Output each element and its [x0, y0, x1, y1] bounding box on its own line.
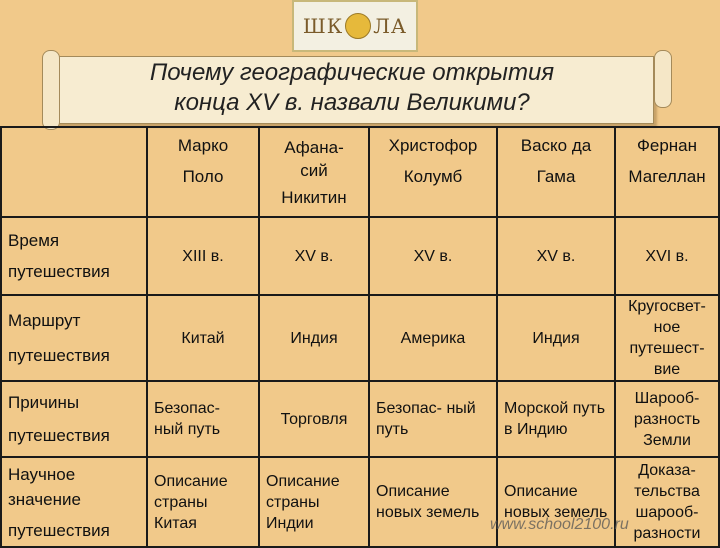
table-cell: Описание страны Индии — [259, 457, 369, 547]
row-label-line: Маршрут — [8, 311, 81, 330]
header-line: Христофор — [388, 135, 478, 155]
logo-text-left: ШК — [302, 14, 344, 38]
table-row — [1, 217, 719, 295]
table-cell: Кругосвет- ное путешест- вие — [615, 295, 719, 381]
table-cell: Описание новых земель — [497, 457, 615, 547]
title-scroll-banner — [42, 50, 672, 130]
table-cell: Описание новых земель — [369, 457, 497, 547]
school-logo — [292, 0, 418, 52]
header-cell — [497, 127, 615, 217]
header-line — [376, 188, 490, 211]
table-cell: Китай — [147, 295, 259, 381]
header-line: Афана- — [284, 137, 344, 157]
header-line: Колумб — [403, 166, 463, 186]
row-label-line: Причины — [8, 393, 80, 412]
table-header-row — [1, 127, 719, 217]
header-cell — [369, 127, 497, 217]
row-label-line: путешествия — [8, 346, 110, 365]
header-line: Поло — [182, 166, 224, 186]
header-cell — [147, 127, 259, 217]
logo-text-right: ЛА — [373, 14, 408, 38]
header-line — [154, 188, 252, 211]
table-cell: XV в. — [497, 217, 615, 295]
row-label-line: путешествия — [8, 426, 110, 445]
row-label-cell — [1, 381, 147, 457]
table-cell: XVI в. — [615, 217, 719, 295]
table-cell: XV в. — [259, 217, 369, 295]
table-cell: Америка — [369, 295, 497, 381]
row-label-cell — [1, 457, 147, 547]
row-label-line: значение — [8, 489, 81, 509]
header-line: Васко да — [520, 135, 592, 155]
table-cell: XV в. — [369, 217, 497, 295]
table-cell: Доказа- тельства шарооб- разности — [615, 457, 719, 547]
table-row — [1, 381, 719, 457]
table-cell: XIII в. — [147, 217, 259, 295]
table-cell: Шарооб- разность Земли — [615, 381, 719, 457]
header-line: Марко — [177, 135, 229, 155]
header-line: Магеллан — [628, 166, 706, 186]
header-line — [504, 188, 608, 211]
website-watermark: www.school2100.ru — [490, 516, 629, 533]
logo-emblem-icon — [345, 13, 371, 39]
row-label-cell — [1, 217, 147, 295]
row-label-line: Время — [8, 231, 60, 250]
row-label-line: путешествия — [8, 520, 110, 540]
table-cell: Безопас- ный путь — [147, 381, 259, 457]
table-corner-cell — [1, 127, 147, 217]
table-cell: Индия — [259, 295, 369, 381]
header-cell — [615, 127, 719, 217]
table-row — [1, 295, 719, 381]
header-line — [622, 188, 712, 211]
page-title-line2: конца XV в. назвали Великими? — [174, 89, 530, 116]
explorers-table — [0, 126, 720, 548]
row-label-line: путешествия — [8, 262, 110, 281]
header-cell — [259, 127, 369, 217]
header-line: Гама — [536, 166, 576, 186]
page-title — [42, 58, 662, 118]
table-cell: Описание страны Китая — [147, 457, 259, 547]
table-cell: Торговля — [259, 381, 369, 457]
table-cell: Безопас- ный путь — [369, 381, 497, 457]
table-cell: Индия — [497, 295, 615, 381]
header-line: Никитин — [281, 187, 347, 207]
page-title-line1: Почему географические открытия — [149, 59, 555, 86]
header-line: Фернан — [636, 135, 698, 155]
row-label-line: Научное — [8, 464, 76, 484]
table-cell: Морской путь в Индию — [497, 381, 615, 457]
row-label-cell — [1, 295, 147, 381]
header-line: сий — [300, 160, 328, 180]
